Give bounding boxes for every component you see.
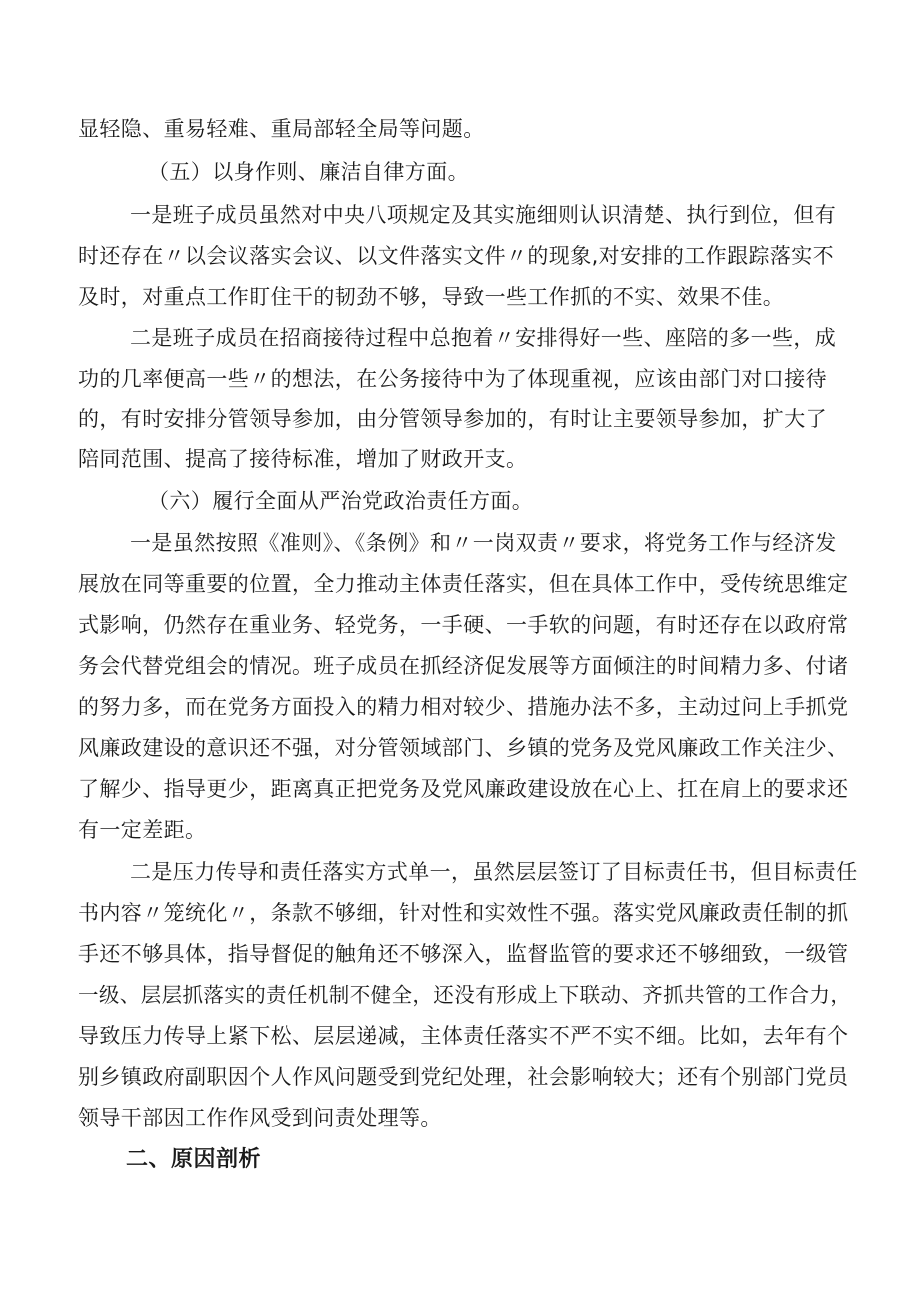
body-line-20: 书内容〃笼统化〃，条款不够细，针对性和实效性不强。落实党风廉政责任制的抓 xyxy=(78,901,849,925)
body-line-3: 一是班子成员虽然对中央八项规定及其实施细则认识清楚、执行到位，但有 xyxy=(130,203,837,227)
body-line-25: 领导干部因工作作风受到问责处理等。 xyxy=(78,1106,442,1130)
subsection-heading-5: （五）以身作则、廉洁自律方面。 xyxy=(148,160,469,184)
body-line-21: 手还不够具体，指导督促的触角还不够深入，监督监管的要求还不够细致，一级管 xyxy=(78,942,849,966)
body-line-7: 功的几率便高一些〃的想法，在公务接待中为了体现重视，应该由部门对口接待 xyxy=(78,367,827,391)
body-line-19: 二是压力传导和责任落实方式单一，虽然层层签订了目标责任书，但目标责任 xyxy=(130,860,858,884)
body-line-1: 显轻隐、重易轻难、重局部轻全局等问题。 xyxy=(78,117,485,141)
subsection-heading-6: （六）履行全面从严治党政治责任方面。 xyxy=(148,489,534,513)
body-line-17: 了解少、指导更少，距离真正把党务及党风廉政建设放在心上、扛在肩上的要求还 xyxy=(78,777,849,801)
body-line-24: 别乡镇政府副职因个人作风问题受到党纪处理，社会影响较大；还有个别部门党员 xyxy=(78,1065,849,1089)
body-line-11: 一是虽然按照《准则》、《条例》和〃一岗双责〃要求，将党务工作与经济发 xyxy=(130,531,837,555)
body-line-14: 务会代替党组会的情况。班子成员在抓经济促发展等方面倾注的时间精力多、付诸 xyxy=(78,654,849,678)
body-line-16: 风廉政建设的意识还不强，对分管领域部门、乡镇的党务及党风廉政工作关注少、 xyxy=(78,736,849,760)
body-line-15: 的努力多，而在党务方面投入的精力相对较少、措施办法不多，主动过问上手抓党 xyxy=(78,695,849,719)
body-line-5: 及时，对重点工作盯住干的韧劲不够，导致一些工作抓的不实、效果不佳。 xyxy=(78,285,785,309)
body-line-8: 的，有时安排分管领导参加，由分管领导参加的，有时让主要领导参加，扩大了 xyxy=(78,407,827,431)
body-line-18: 有一定差距。 xyxy=(78,818,207,842)
body-line-13: 式影响，仍然存在重业务、轻党务，一手硬、一手软的问题，有时还存在以政府常 xyxy=(78,613,849,637)
body-line-12: 展放在同等重要的位置，全力推动主体责任落实，但在具体工作中，受传统思维定 xyxy=(78,572,849,596)
body-line-9: 陪同范围、提高了接待标准，增加了财政开支。 xyxy=(78,447,528,471)
body-line-4: 时还存在〃以会议落实会议、以文件落实文件〃的现象,对安排的工作跟踪落实不 xyxy=(78,244,835,268)
body-line-23: 导致压力传导上紧下松、层层递减，主体责任落实不严不实不细。比如，去年有个 xyxy=(78,1024,849,1048)
body-line-22: 一级、层层抓落实的责任机制不健全，还没有形成上下联动、齐抓共管的工作合力， xyxy=(78,983,852,1007)
section-heading: 二、原因剖析 xyxy=(126,1147,262,1172)
body-line-6: 二是班子成员在招商接待过程中总抱着〃安排得好一些、座陪的多一些，成 xyxy=(130,326,837,350)
